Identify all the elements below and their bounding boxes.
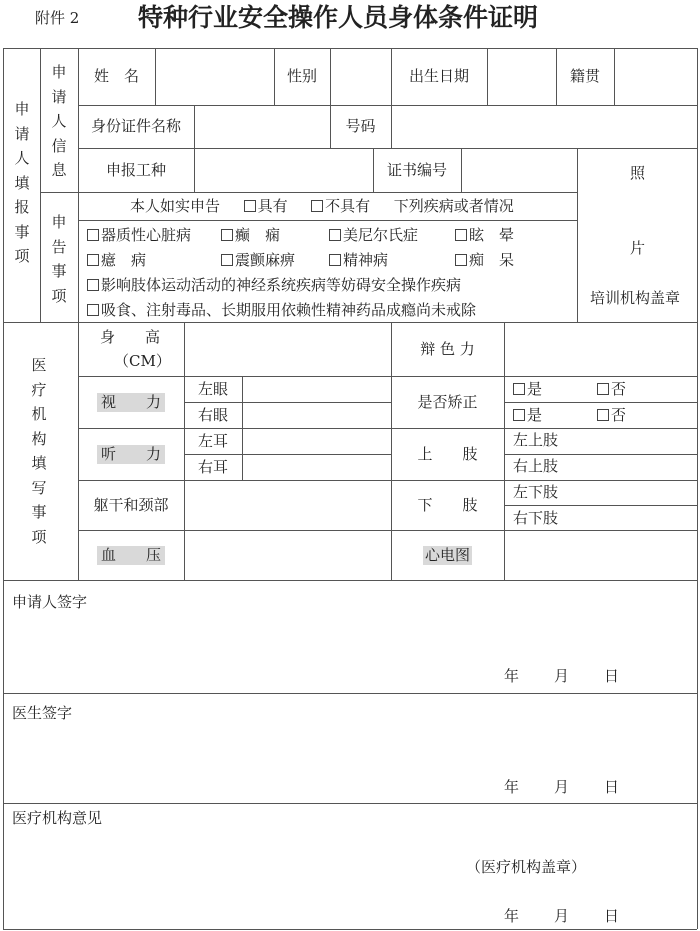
applicant-signature-area[interactable]	[4, 581, 696, 692]
native-place-field[interactable]	[615, 49, 696, 104]
trunk-neck-field[interactable]	[185, 481, 390, 529]
gender-field[interactable]	[331, 49, 390, 104]
right-lower-limb-field[interactable]: 右下肢	[513, 509, 559, 527]
condition-checkbox[interactable]: 美尼尔氏症	[329, 228, 418, 243]
ecg-field[interactable]	[505, 531, 696, 579]
right-upper-limb-field[interactable]: 右上肢	[513, 457, 559, 475]
cert-number-field[interactable]	[462, 149, 576, 191]
condition-checkbox[interactable]: 癫 痫	[221, 228, 280, 243]
name-field[interactable]	[156, 49, 273, 104]
declaration-statement: 本人如实申告 具有 不具有 下列疾病或者情况	[130, 197, 514, 215]
vision-label: 视 力	[97, 393, 165, 412]
day-label: 日	[604, 667, 620, 685]
condition-checkbox[interactable]: 震颤麻痹	[221, 253, 295, 268]
gender-label: 性别	[286, 67, 317, 85]
condition-checkbox-drugs[interactable]: 吸食、注射毒品、长期服用依赖性精神药品成瘾尚未戒除	[87, 303, 476, 318]
not-have-checkbox[interactable]: 不具有	[311, 197, 370, 215]
name-label: 姓 名	[93, 67, 139, 85]
blood-pressure-label: 血 压	[97, 546, 165, 565]
medical-section-label: 医疗机构填写事项	[31, 356, 47, 546]
id-type-label: 身份证件名称	[90, 117, 181, 135]
color-vision-field[interactable]	[505, 323, 696, 375]
job-type-label: 申报工种	[105, 160, 166, 179]
applicant-section-label: 申请人填报事项	[14, 100, 30, 265]
left-lower-limb-field[interactable]: 左下肢	[513, 483, 559, 501]
month-label: 月	[554, 778, 570, 796]
birthdate-label: 出生日期	[408, 67, 469, 85]
year-label: 年	[504, 667, 520, 685]
training-stamp-label: 培训机构盖章	[590, 289, 681, 307]
id-number-label: 号码	[345, 117, 376, 135]
left-eye-label: 左眼	[197, 379, 228, 398]
applicant-info-label: 申请人信息	[51, 63, 67, 179]
condition-checkbox[interactable]: 癔 病	[87, 253, 146, 268]
institution-opinion-label: 医疗机构意见	[12, 809, 103, 827]
doctor-signature-label: 医生签字	[12, 704, 73, 722]
condition-checkbox-neuro[interactable]: 影响肢体运动活动的神经系统疾病等妨碍安全操作疾病	[87, 278, 461, 293]
day-label: 日	[604, 907, 620, 925]
year-label: 年	[504, 778, 520, 796]
right-eye-field[interactable]	[243, 403, 390, 427]
trunk-neck-label: 躯干和颈部	[93, 495, 169, 514]
month-label: 月	[554, 667, 570, 685]
right-ear-field[interactable]	[243, 455, 390, 479]
photo-label-char1: 照	[630, 164, 646, 182]
right-eye-label: 右眼	[197, 405, 228, 424]
page-title: 特种行业安全操作人员身体条件证明	[138, 3, 539, 32]
left-corrected-no-checkbox[interactable]: 否	[597, 382, 626, 397]
institution-stamp-label: （医疗机构盖章）	[466, 858, 587, 876]
applicant-signature-label: 申请人签字	[12, 593, 88, 611]
height-field[interactable]	[185, 323, 390, 375]
condition-checkbox[interactable]: 痴 呆	[455, 253, 514, 268]
ecg-label: 心电图	[424, 545, 470, 564]
doctor-signature-area[interactable]	[4, 694, 696, 802]
condition-checkbox[interactable]: 眩 晕	[455, 228, 514, 243]
month-label: 月	[554, 907, 570, 925]
institution-opinion-area[interactable]	[4, 804, 696, 928]
have-checkbox[interactable]: 具有	[244, 197, 288, 215]
left-upper-limb-field[interactable]: 左上肢	[513, 431, 559, 449]
birthdate-field[interactable]	[488, 49, 555, 104]
attachment-label: 附件 2	[35, 9, 80, 27]
id-number-field[interactable]	[392, 106, 696, 147]
day-label: 日	[604, 778, 620, 796]
condition-checkbox[interactable]: 精神病	[329, 253, 388, 268]
left-corrected-yes-checkbox[interactable]: 是	[513, 382, 542, 397]
photo-area[interactable]	[578, 149, 696, 321]
right-corrected-no-checkbox[interactable]: 否	[597, 408, 626, 423]
blood-pressure-field[interactable]	[185, 531, 390, 579]
job-type-field[interactable]	[195, 149, 372, 191]
right-corrected-yes-checkbox[interactable]: 是	[513, 408, 542, 423]
native-place-label: 籍贯	[569, 67, 600, 85]
hearing-label: 听 力	[97, 445, 165, 464]
declaration-label: 申告事项	[51, 213, 67, 305]
height-label-cell: 身 高 （CM）	[100, 328, 171, 370]
left-eye-field[interactable]	[243, 377, 390, 401]
id-type-field[interactable]	[195, 106, 329, 147]
left-ear-field[interactable]	[243, 429, 390, 453]
cert-number-label: 证书编号	[386, 160, 447, 179]
color-vision-label: 辩 色 力	[420, 339, 475, 358]
lower-limbs-label: 下 肢	[417, 495, 478, 514]
upper-limbs-label: 上 肢	[417, 444, 478, 463]
right-ear-label: 右耳	[197, 457, 228, 476]
year-label: 年	[504, 907, 520, 925]
left-ear-label: 左耳	[197, 431, 228, 450]
condition-checkbox[interactable]: 器质性心脏病	[87, 228, 191, 243]
corrected-label: 是否矫正	[417, 392, 478, 411]
photo-label-char2: 片	[630, 239, 646, 257]
